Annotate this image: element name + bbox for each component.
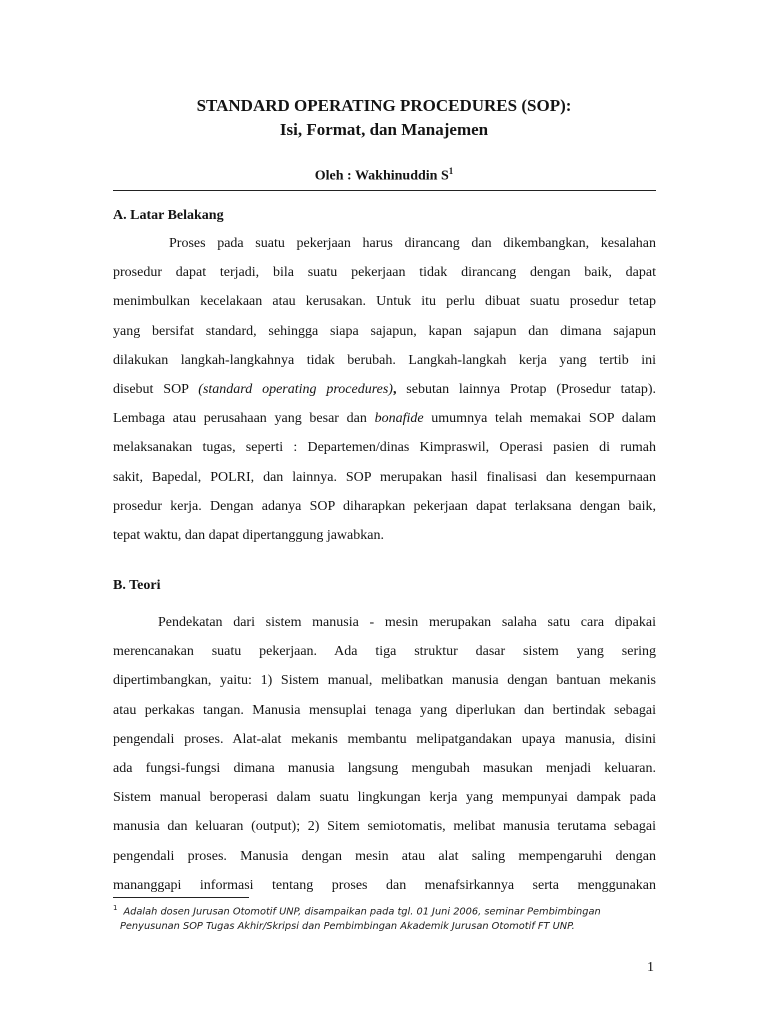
- paragraph-line: sakit, Bapedal, POLRI, dan lainnya. SOP merupakan hasil finalisasi dan kesempurnaan: [113, 469, 656, 485]
- author-name: Oleh : Wakhinuddin S: [314, 168, 449, 184]
- text-run: Lembaga atau perusahaan yang besar dan: [113, 411, 375, 427]
- paragraph-latar-belakang: [113, 234, 656, 555]
- text-run: disebut SOP: [113, 381, 199, 397]
- title-divider: [113, 190, 656, 191]
- paragraph-line: pengendali proses. Manusia dengan mesin atau alat saling mempengaruhi dengan: [113, 848, 656, 864]
- paragraph-line: yang bersifat standard, sehingga siapa sajapun, kapan sajapun dan dimana sajapun: [113, 323, 656, 339]
- footnote-mark: 1: [113, 904, 118, 912]
- footnote-separator: [113, 897, 249, 898]
- document-subtitle: Isi, Format, dan Manajemen: [279, 120, 489, 139]
- document-title: STANDARD OPERATING PROCEDURES (SOP):: [196, 96, 572, 115]
- paragraph-line: Pendekatan dari sistem manusia - mesin merupakan salaha satu cara dipakai: [158, 615, 656, 630]
- footnote-text: Adalah dosen Jurusan Otomotif UNP, disampaikan pada tgl. 01 Juni 2006, seminar Pembimbingan: [123, 906, 601, 918]
- paragraph-line: Sistem manual beroperasi dalam suatu lingkungan kerja yang mempunyai dampak pada: [113, 790, 656, 806]
- footnote: [113, 901, 656, 934]
- paragraph-line: [113, 409, 656, 438]
- bold-comma: ,: [392, 381, 397, 397]
- author-line: [0, 166, 768, 185]
- paragraph-line: [113, 380, 656, 409]
- paragraph-line: merencanakan suatu pekerjaan. Ada tiga struktur dasar sistem yang sering: [113, 644, 656, 660]
- paragraph-line: dilakukan langkah-langkahnya tidak berubah. Langkah-langkah kerja yang tertib ini: [113, 352, 656, 368]
- italic-term: bonafide: [374, 411, 424, 427]
- text-run: umumnya telah memakai SOP dalam: [423, 411, 656, 427]
- author-footnote-mark: 1: [448, 166, 454, 176]
- paragraph-line: ada fungsi-fungsi dimana manusia langsung mengubah masukan menjadi keluaran.: [113, 760, 656, 776]
- italic-term: (standard operating procedures): [198, 381, 393, 397]
- paragraph-line: mananggapi informasi tentang proses dan menafsirkannya serta menggunakan: [113, 877, 656, 893]
- footnote-line: [113, 901, 656, 919]
- footnote-line: Penyusunan SOP Tugas Akhir/Skripsi dan Pembimbingan Akademik Jurusan Otomotif FT UNP.: [120, 921, 575, 933]
- paragraph-line: dipertimbangkan, yaitu: 1) Sistem manual, melibatkan manusia dengan bantuan mekanis: [113, 673, 656, 689]
- paragraph-line: melaksanakan tugas, seperti : Departemen/dinas Kimpraswil, Operasi pasien di rumah: [113, 440, 656, 456]
- text-run: sebutan lainnya Protap (Prosedur tatap).: [396, 381, 657, 397]
- paragraph-line: prosedur dapat terjadi, bila suatu pekerjaan tidak dirancang dengan baik, dapat: [113, 265, 656, 281]
- section-heading-latar-belakang: A. Latar Belakang: [113, 208, 224, 223]
- page-number: 1: [647, 960, 654, 975]
- paragraph-line: prosedur kerja. Dengan adanya SOP diharapkan pekerjaan dapat terlaksana dengan baik,: [113, 498, 656, 514]
- paragraph-line: atau perkakas tangan. Manusia mensuplai tenaga yang diperlukan dan bertindak sebagai: [113, 702, 656, 718]
- section-heading-teori: B. Teori: [113, 578, 161, 593]
- paragraph-line: menimbulkan kecelakaan atau kerusakan. Untuk itu perlu dibuat suatu prosedur tetap: [113, 294, 656, 310]
- paragraph-teori: [113, 613, 656, 905]
- paragraph-line: pengendali proses. Alat-alat mekanis membantu melipatgandakan upaya manusia, disini: [113, 731, 656, 747]
- paragraph-line: tepat waktu, dan dapat dipertanggung jawabkan.: [113, 527, 384, 543]
- paragraph-line: Proses pada suatu pekerjaan harus dirancang dan dikembangkan, kesalahan: [169, 236, 656, 251]
- paragraph-line: manusia dan keluaran (output); 2) Sitem semiotomatis, melibat manusia terutama sebagai: [113, 819, 656, 835]
